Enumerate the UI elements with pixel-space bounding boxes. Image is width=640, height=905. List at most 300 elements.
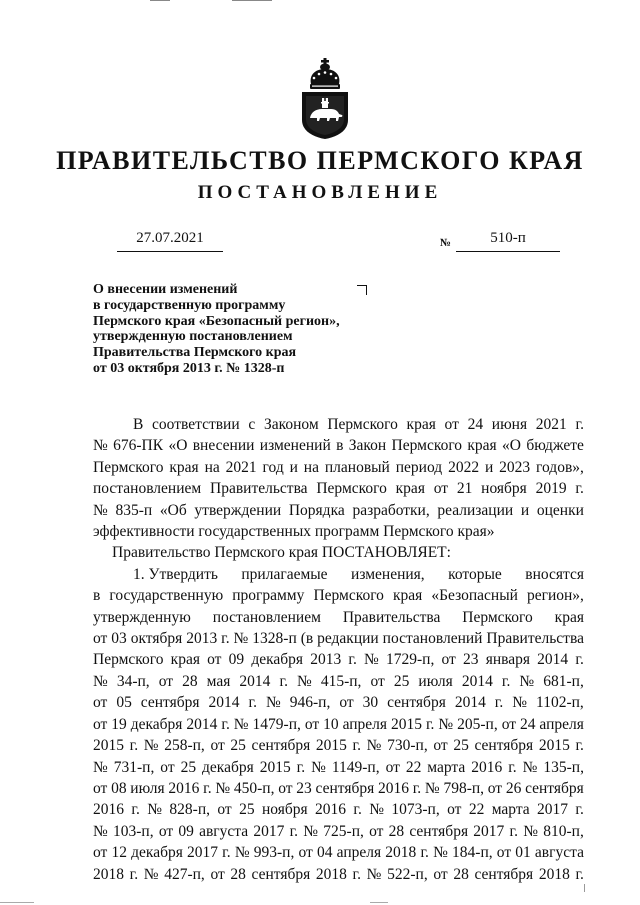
word: № xyxy=(147,801,163,819)
word: № xyxy=(303,822,319,840)
word: края xyxy=(406,416,436,433)
word: 2018 xyxy=(385,844,417,862)
paragraph-line xyxy=(93,435,584,456)
word: редакции xyxy=(317,630,379,648)
word: в xyxy=(93,587,101,605)
word: г. xyxy=(352,737,362,755)
word: № xyxy=(519,672,535,690)
word: края xyxy=(169,458,199,476)
word: Пермского xyxy=(462,608,533,626)
word: 28 xyxy=(453,865,469,883)
word: 2014 xyxy=(186,715,218,733)
word: 835-п xyxy=(115,501,153,519)
word: от xyxy=(93,779,108,797)
word: от xyxy=(441,651,456,669)
word: от xyxy=(385,758,400,776)
word: от xyxy=(304,715,320,733)
word: г. xyxy=(129,865,139,883)
word: 2016 xyxy=(314,801,346,819)
word: 2017 xyxy=(537,801,569,819)
word: «Об xyxy=(159,501,187,519)
word: г. xyxy=(221,630,230,648)
paragraph-line xyxy=(93,735,584,756)
word: ноября xyxy=(481,480,527,498)
word: от xyxy=(496,844,512,862)
word: 798-п, xyxy=(443,779,485,797)
word: № xyxy=(93,822,108,840)
word: 12 xyxy=(111,844,127,862)
word: № xyxy=(93,672,108,690)
word: декабря xyxy=(251,651,304,669)
word: 427-п, xyxy=(164,865,205,883)
word: 2016 xyxy=(93,801,124,819)
paragraph-line xyxy=(93,799,584,820)
word: № xyxy=(364,651,379,669)
word: № xyxy=(265,694,281,712)
word: декабря xyxy=(202,758,254,776)
word: утвержденную xyxy=(93,608,191,626)
word: постановлением xyxy=(93,480,202,498)
word: Пермского xyxy=(93,458,164,476)
subject-line: утвержденную постановлением xyxy=(93,329,293,345)
word: вносятся xyxy=(525,565,584,583)
word: № xyxy=(522,758,538,776)
word: и xyxy=(484,458,494,476)
word: от xyxy=(207,651,222,669)
paragraph-line xyxy=(93,414,584,435)
word: сентября xyxy=(251,737,311,755)
word: № xyxy=(143,737,159,755)
word: 2018 xyxy=(315,865,347,883)
word: В xyxy=(133,416,144,433)
word: от xyxy=(217,801,232,819)
word: г. xyxy=(575,801,584,819)
word: 2023 xyxy=(499,458,531,476)
word: края xyxy=(393,587,423,605)
word: 2016 xyxy=(471,758,503,776)
word: 19 xyxy=(111,715,127,733)
word: г. xyxy=(494,694,504,712)
word: г. xyxy=(425,715,435,733)
word: Пермского xyxy=(93,651,164,669)
word: постановлением xyxy=(212,608,321,626)
word: 10 xyxy=(323,715,339,733)
word: от xyxy=(433,737,448,755)
word: января xyxy=(485,651,530,669)
word: 1729-п, xyxy=(386,651,435,669)
subject-line: Правительства Пермского края xyxy=(93,345,297,361)
word: 21 xyxy=(456,480,473,498)
word: программу xyxy=(232,587,305,605)
word: 993-п, xyxy=(253,844,295,862)
word: № xyxy=(523,822,539,840)
word: края xyxy=(395,480,425,498)
paragraph-line xyxy=(93,692,584,713)
word: г. xyxy=(348,651,357,669)
word: г. xyxy=(412,779,422,797)
word: г. xyxy=(289,822,299,840)
word: 28 xyxy=(388,822,405,840)
word: ноября xyxy=(261,801,308,819)
paragraph-line xyxy=(93,585,584,606)
word: годов», xyxy=(536,458,584,476)
word: разработки, xyxy=(352,501,430,519)
paragraph-line xyxy=(93,757,584,778)
word: края xyxy=(170,651,200,669)
word: № xyxy=(297,672,312,690)
word: 09 xyxy=(228,651,245,669)
government-title: ПРАВИТЕЛЬСТВО ПЕРМСКОГО КРАЯ xyxy=(56,146,584,175)
word: от xyxy=(210,865,225,883)
word: 2018 xyxy=(538,865,570,883)
word: 731-п, xyxy=(113,758,155,776)
word: 04 xyxy=(317,844,333,862)
word: № xyxy=(424,779,440,797)
word: от xyxy=(93,844,108,862)
word: октября xyxy=(130,630,183,648)
word: Правительства xyxy=(342,608,441,626)
word: на xyxy=(303,458,319,476)
word: № xyxy=(512,694,528,712)
word: от xyxy=(339,694,354,712)
word: 1328-п xyxy=(252,630,297,648)
paragraph-line xyxy=(93,478,584,499)
word: 2014 xyxy=(537,651,569,669)
word: 30 xyxy=(362,694,379,712)
word: № xyxy=(93,501,108,519)
word: декабря xyxy=(130,715,183,733)
word: № xyxy=(143,865,159,883)
word: сентября xyxy=(140,694,200,712)
word: 2019 xyxy=(535,480,567,498)
word: 1102-п, xyxy=(536,694,584,712)
word: 34-п, xyxy=(116,672,150,690)
word: 1073-п, xyxy=(391,801,440,819)
word: 01 xyxy=(515,844,531,862)
word: 828-п, xyxy=(169,801,210,819)
word: г. xyxy=(501,672,511,690)
subject-line: Пермского края «Безопасный регион», xyxy=(93,313,340,329)
word: 25 xyxy=(239,801,255,819)
word: 2015 xyxy=(391,715,422,733)
word: реализации xyxy=(437,501,514,519)
word: и xyxy=(520,501,530,519)
paragraph-line xyxy=(93,671,584,692)
word: Пермского xyxy=(391,437,463,455)
word: сентября xyxy=(315,779,375,797)
word: 2021 xyxy=(535,416,567,433)
word: 2015 xyxy=(259,758,291,776)
word: апреля xyxy=(539,715,584,733)
word: 184-п, xyxy=(452,844,493,862)
word: 1149-п, xyxy=(331,758,380,776)
word: сентября xyxy=(474,865,534,883)
paragraph-line xyxy=(93,649,584,670)
word: № xyxy=(366,737,382,755)
word: 25 xyxy=(453,737,469,755)
word: Пермского xyxy=(316,480,387,498)
paragraph-line xyxy=(93,778,584,799)
scan-artifact xyxy=(370,902,388,903)
word: декабря xyxy=(131,844,183,862)
word: регион», xyxy=(526,587,584,605)
word: 2015 xyxy=(315,737,347,755)
word: г. xyxy=(575,416,584,433)
word: 2015 xyxy=(538,737,570,755)
word: 2013 xyxy=(310,651,342,669)
paragraph-item-1 xyxy=(93,564,584,885)
word: бюджете xyxy=(526,437,584,455)
paragraph-line xyxy=(93,842,584,863)
word: год xyxy=(262,458,284,476)
word: сентября xyxy=(474,737,534,755)
word: г. xyxy=(131,801,140,819)
word: Пермского xyxy=(313,587,384,605)
word: апреля xyxy=(342,715,388,733)
word: г. xyxy=(353,801,362,819)
word: августа xyxy=(199,822,249,840)
word: 2017 xyxy=(473,822,505,840)
word: № xyxy=(369,801,385,819)
word: плановый xyxy=(324,458,390,476)
word: от xyxy=(158,672,174,690)
word: 22 xyxy=(405,758,422,776)
word: с xyxy=(248,416,256,433)
word: 08 xyxy=(111,779,127,797)
word: «О xyxy=(502,437,521,455)
word: 205-п, xyxy=(457,715,498,733)
corner-mark xyxy=(357,285,367,295)
word: 2016 xyxy=(377,779,409,797)
word: изменений xyxy=(259,437,331,455)
number-sign: № xyxy=(440,237,452,249)
decree-line: Правительство Пермского края ПОСТАНОВЛЯЕТ: xyxy=(112,544,451,562)
word: сентября xyxy=(387,694,446,712)
word: 2014 xyxy=(461,672,493,690)
word: 28 xyxy=(230,865,246,883)
word: г. xyxy=(420,844,429,862)
paragraph-line xyxy=(93,564,584,585)
word: 2021 xyxy=(225,458,257,476)
word: 2013 xyxy=(186,630,218,648)
word: «Безопасный xyxy=(431,587,518,605)
word: от xyxy=(487,779,503,797)
coat-of-arms-icon xyxy=(297,58,353,140)
word: от xyxy=(93,694,108,712)
word: 25 xyxy=(180,758,197,776)
word: мая xyxy=(206,672,231,690)
word: 725-п, xyxy=(323,822,364,840)
word: г. xyxy=(575,651,584,669)
word: 23 xyxy=(296,779,312,797)
word: 22 xyxy=(468,801,485,819)
word: 676-ПК xyxy=(113,437,164,455)
word: сентября xyxy=(251,865,311,883)
word: Законом xyxy=(263,416,319,433)
word: 522-п, xyxy=(387,865,428,883)
paragraph-line xyxy=(93,628,584,649)
word: 25 xyxy=(393,672,410,690)
paragraph-preamble xyxy=(93,414,584,521)
word: г. xyxy=(248,694,257,712)
word: края xyxy=(554,608,584,626)
word: г. xyxy=(222,844,231,862)
word: июля xyxy=(418,672,453,690)
word: от xyxy=(369,822,384,840)
word: утверждении xyxy=(194,501,282,519)
word: 258-п, xyxy=(164,737,205,755)
scan-artifact xyxy=(232,0,272,1)
word: от xyxy=(447,801,462,819)
word: от xyxy=(501,715,517,733)
word: Правительства xyxy=(210,480,308,498)
word: № xyxy=(215,779,231,797)
word: 24 xyxy=(467,416,484,433)
subject-line: в государственную программу xyxy=(93,297,286,313)
word: постановлений xyxy=(382,630,483,648)
word: 681-п, xyxy=(543,672,584,690)
word: 28 xyxy=(182,672,198,690)
word: г. xyxy=(352,865,362,883)
word: г. xyxy=(129,737,139,755)
word: от xyxy=(210,737,225,755)
word: в xyxy=(336,437,344,455)
word: от xyxy=(160,758,175,776)
paragraph-line xyxy=(93,821,584,842)
word: изменения, xyxy=(351,565,425,583)
word: Пермского xyxy=(327,416,398,433)
word: № xyxy=(438,715,454,733)
scan-artifact xyxy=(150,0,170,1)
word: 946-п, xyxy=(289,694,331,712)
word: 2014 xyxy=(454,694,486,712)
word: № xyxy=(93,437,108,455)
word: (в xyxy=(300,630,314,648)
word: г. xyxy=(575,865,584,883)
paragraph-line xyxy=(93,457,584,478)
subject-line: О внесении изменений xyxy=(93,282,238,297)
word: сентября xyxy=(409,822,469,840)
scan-artifact xyxy=(584,884,585,892)
word: г. xyxy=(508,758,517,776)
word: от xyxy=(433,865,448,883)
paragraph-line xyxy=(93,607,584,628)
paragraph-line: эффективности государственных программ Пермского края» xyxy=(93,523,495,541)
subject-line: от 03 октября 2013 г. № 1328-п xyxy=(93,360,285,376)
word: г. xyxy=(296,758,306,776)
word: 09 xyxy=(178,822,194,840)
word: от xyxy=(433,480,449,498)
word: прилагаемые xyxy=(241,565,328,583)
scan-artifact xyxy=(0,902,34,903)
word: период xyxy=(395,458,443,476)
word: 26 xyxy=(505,779,522,797)
word: г. xyxy=(203,779,212,797)
word: 2017 xyxy=(187,844,219,862)
word: Закон xyxy=(348,437,387,455)
word: г. xyxy=(575,480,584,498)
word: 24 xyxy=(519,715,536,733)
word: 103-п, xyxy=(113,822,154,840)
word: 810-п, xyxy=(543,822,584,840)
word: соответствии xyxy=(152,416,240,433)
word: 2017 xyxy=(253,822,285,840)
word: 2015 xyxy=(93,737,124,755)
word: 05 xyxy=(116,694,132,712)
word: государственную xyxy=(109,587,224,605)
word: края xyxy=(467,437,497,455)
word: г. xyxy=(221,715,230,733)
word: июля xyxy=(130,779,165,797)
word: № xyxy=(93,758,108,776)
word: от xyxy=(93,630,108,648)
word: 23 xyxy=(463,651,479,669)
word: которые xyxy=(448,565,502,583)
word: сентября xyxy=(525,779,584,797)
word: внесении xyxy=(192,437,255,455)
word: 2016 xyxy=(168,779,200,797)
word: 450-п, xyxy=(233,779,275,797)
word: 25 xyxy=(230,737,246,755)
word: 135-п, xyxy=(543,758,584,776)
word: Правительства xyxy=(486,630,584,648)
word: 2022 xyxy=(448,458,480,476)
word: от xyxy=(444,416,459,433)
decree-date: 27.07.2021 xyxy=(117,230,223,252)
word: «О xyxy=(168,437,188,455)
word: июня xyxy=(491,416,528,433)
word: № xyxy=(433,844,448,862)
word: № xyxy=(234,844,250,862)
word: оценки xyxy=(536,501,584,519)
word: на xyxy=(204,458,220,476)
word: г. xyxy=(575,737,584,755)
word: апреля xyxy=(336,844,382,862)
word: 2014 xyxy=(208,694,240,712)
decree-subject xyxy=(93,282,393,377)
word: марта xyxy=(427,758,466,776)
word: № xyxy=(233,715,249,733)
word: августа xyxy=(534,844,584,862)
word: г. xyxy=(509,822,518,840)
paragraph-line xyxy=(93,500,584,521)
word: марта xyxy=(491,801,530,819)
word: 03 xyxy=(111,630,127,648)
word: от xyxy=(158,822,174,840)
document-body xyxy=(93,414,584,885)
word: 415-п, xyxy=(320,672,362,690)
word: и xyxy=(289,458,298,476)
word: г. xyxy=(279,672,288,690)
decree-number: 510-п xyxy=(456,230,560,252)
word: от xyxy=(298,844,313,862)
word: Порядка xyxy=(288,501,345,519)
paragraph-line xyxy=(93,864,584,885)
word: от xyxy=(93,715,108,733)
word: 2018 xyxy=(93,865,124,883)
word: № xyxy=(311,758,326,776)
word: 1. Утвердить xyxy=(133,565,218,583)
word: № xyxy=(366,865,382,883)
word: 2014 xyxy=(239,672,271,690)
word: 730-п, xyxy=(387,737,428,755)
word: 1479-п, xyxy=(252,715,301,733)
word: № xyxy=(233,630,249,648)
word: от xyxy=(370,672,385,690)
paragraph-line xyxy=(93,714,584,735)
document-type: ПОСТАНОВЛЕНИЕ xyxy=(197,182,443,203)
word: от xyxy=(278,779,293,797)
